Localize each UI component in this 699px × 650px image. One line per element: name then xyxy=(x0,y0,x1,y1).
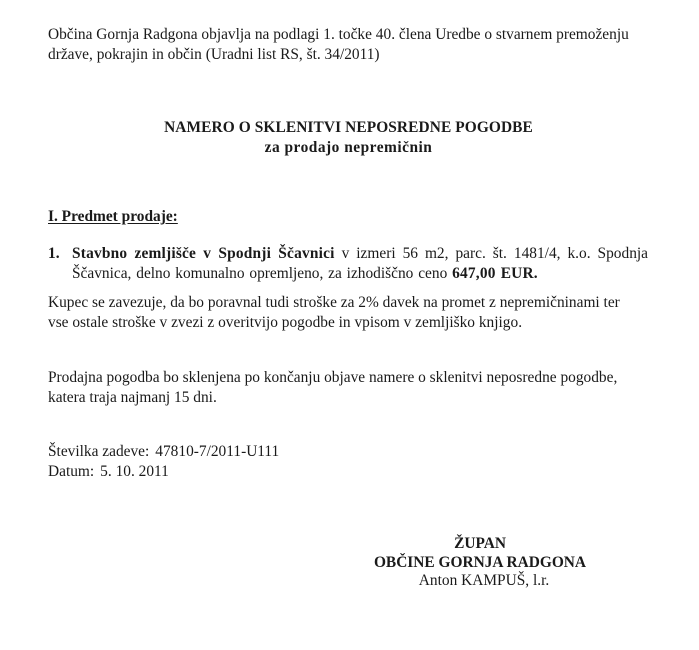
contract-line-2: katera traja najmanj 15 dni. xyxy=(48,388,217,406)
document-subtitle: za prodajo nepremičnin xyxy=(264,138,433,156)
intro-paragraph xyxy=(48,25,649,64)
document-title: NAMERO O SKLENITVI NEPOSREDNE POGODBE xyxy=(164,119,533,136)
list-item-text xyxy=(72,244,648,283)
case-date-value: 5. 10. 2011 xyxy=(100,462,169,480)
list-item-description: v izmeri 56 m2, parc. št. 1481/4, k.o. Spodnja Ščavnica, delno komunalno opremljeno, za izhodiščno ceno xyxy=(72,245,648,282)
intro-line-1: Občina Gornja Radgona objavlja na podlagi 1. točke 40. člena Uredbe o stvarnem premoženju xyxy=(48,26,629,43)
case-number-row xyxy=(48,442,649,462)
section-heading: I. Predmet prodaje: xyxy=(48,208,178,225)
list-item-price: 647,00 EUR. xyxy=(452,264,538,282)
signature-block xyxy=(330,535,630,591)
costs-paragraph xyxy=(48,293,649,332)
case-date-row xyxy=(48,462,649,482)
intro-line-2: države, pokrajin in občin (Uradni list RS, št. 34/2011) xyxy=(48,45,380,63)
case-number-label: Številka zadeve: xyxy=(48,443,150,460)
document-title-block xyxy=(48,118,649,157)
list-item-number: 1. xyxy=(48,245,60,262)
case-info xyxy=(48,442,649,481)
case-date-label: Datum: xyxy=(48,462,95,480)
signature-role: ŽUPAN xyxy=(454,535,506,552)
list-item-lead: Stavbno zemljišče v Spodnji Ščavnici xyxy=(72,245,335,262)
signature-name: Anton KAMPUŠ, l.r. xyxy=(418,572,550,589)
costs-line-1: Kupec se zavezuje, da bo poravnal tudi stroške za 2% davek na promet z nepremičninami ter xyxy=(48,294,620,311)
case-number-value: 47810-7/2011-U111 xyxy=(155,443,280,460)
list-item xyxy=(48,244,648,283)
costs-line-2: vse ostale stroške v zvezi z overitvijo pogodbe in vpisom v zemljiško knjigo. xyxy=(48,313,523,331)
contract-line-1: Prodajna pogodba bo sklenjena po končanju objave namere o sklenitvi neposredne pogodbe, xyxy=(48,369,618,386)
contract-paragraph xyxy=(48,368,649,407)
signature-organization: OBČINE GORNJA RADGONA xyxy=(373,553,587,571)
